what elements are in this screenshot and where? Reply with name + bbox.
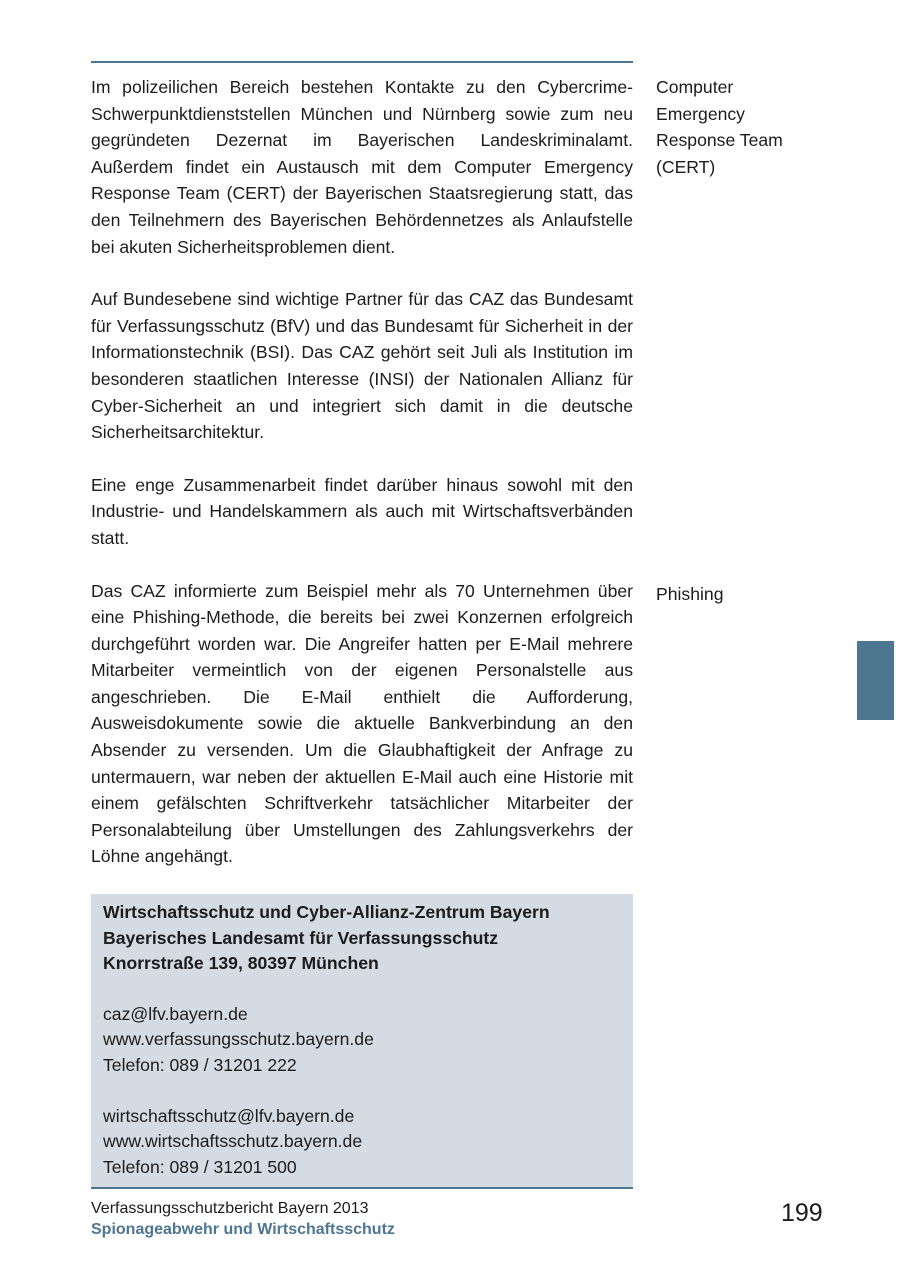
contact-email-caz[interactable]: caz@lfv.bayern.de — [103, 1003, 248, 1024]
contact-phone-caz: Telefon: 089 / 31201 222 — [103, 1054, 297, 1075]
footer-report-title: Verfassungsschutzbericht Bayern 2013 — [91, 1200, 369, 1217]
margin-note-cert: Computer Emergency Response Team (CERT) — [656, 77, 783, 177]
top-divider — [91, 61, 633, 63]
contact-authority-name: Bayerisches Landesamt für Verfassungsschutz — [103, 927, 499, 948]
page-number: 199 — [781, 1199, 823, 1227]
paragraph-police-contacts: Im polizeilichen Bereich bestehen Kontakte zu den Cybercrime-Schwerpunktdienststellen München und Nürnberg sowie zum neu gegründeten Dezernat im Bayerischen Landeskriminalamt. Außerdem findet ein Austausch mit dem Computer Emergency Response Team (CERT) der Bayerischen Staatsregierung statt, das den Teilnehmern des Bayerischen Behördennetzes als Anlaufstelle bei akuten Sicherheitsproblemen dient. — [91, 77, 633, 257]
bottom-divider — [91, 1187, 633, 1189]
footer-chapter-title: Spionageabwehr und Wirtschaftsschutz — [91, 1221, 395, 1238]
contact-website-verfassungsschutz[interactable]: www.verfassungsschutz.bayern.de — [103, 1029, 374, 1050]
main-text-column — [91, 74, 633, 870]
margin-note-phishing: Phishing — [656, 584, 724, 604]
paragraph-chambers-cooperation: Eine enge Zusammenarbeit findet darüber hinaus sowohl mit den Industrie- und Handelskammern als auch mit Wirtschaftsverbänden statt. — [91, 474, 633, 548]
paragraph-phishing-example: Das CAZ informierte zum Beispiel mehr als 70 Unternehmen über eine Phishing-Methode, die bereits bei zwei Konzernen erfolgreich durchgeführt worden war. Die Angreifer hatten per E-Mail mehrere Mitarbeiter vermeintlich von der eigenen Personalstelle aus angeschrieben. Die E-Mail enthielt die Aufforderung, Ausweisdokumente sowie die aktuelle Bankverbindung an den Absender zu versenden. Um die Glaubhaftigkeit der Anfrage zu untermauern, war neben der aktuellen E-Mail auch eine Historie mit einem gefälschten Schriftverkehr tatsächlicher Mitarbeiter der Personalabteilung über Umstellungen des Zahlungsverkehrs der Löhne angehängt. — [91, 580, 633, 867]
contact-email-wirtschaftsschutz[interactable]: wirtschaftsschutz@lfv.bayern.de — [103, 1105, 355, 1126]
contact-address: Knorrstraße 139, 80397 München — [103, 953, 379, 974]
contact-phone-wirtschaftsschutz: Telefon: 089 / 31201 500 — [103, 1156, 297, 1177]
contact-website-wirtschaftsschutz[interactable]: www.wirtschaftsschutz.bayern.de — [103, 1131, 363, 1152]
chapter-tab-marker — [857, 641, 894, 720]
contact-org-name: Wirtschaftsschutz und Cyber-Allianz-Zentrum Bayern — [103, 902, 550, 922]
paragraph-federal-partners: Auf Bundesebene sind wichtige Partner für das CAZ das Bundesamt für Verfassungsschutz (BfV) und das Bundesamt für Sicherheit in der Informationstechnik (BSI). Das CAZ gehört seit Juli als Institution im besonderen staatlichen Interesse (INSI) der Nationalen Allianz für Cyber-Sicherheit an und integriert sich damit in die deutsche Sicherheitsarchitektur. — [91, 289, 633, 443]
contact-info-box — [91, 894, 633, 1187]
